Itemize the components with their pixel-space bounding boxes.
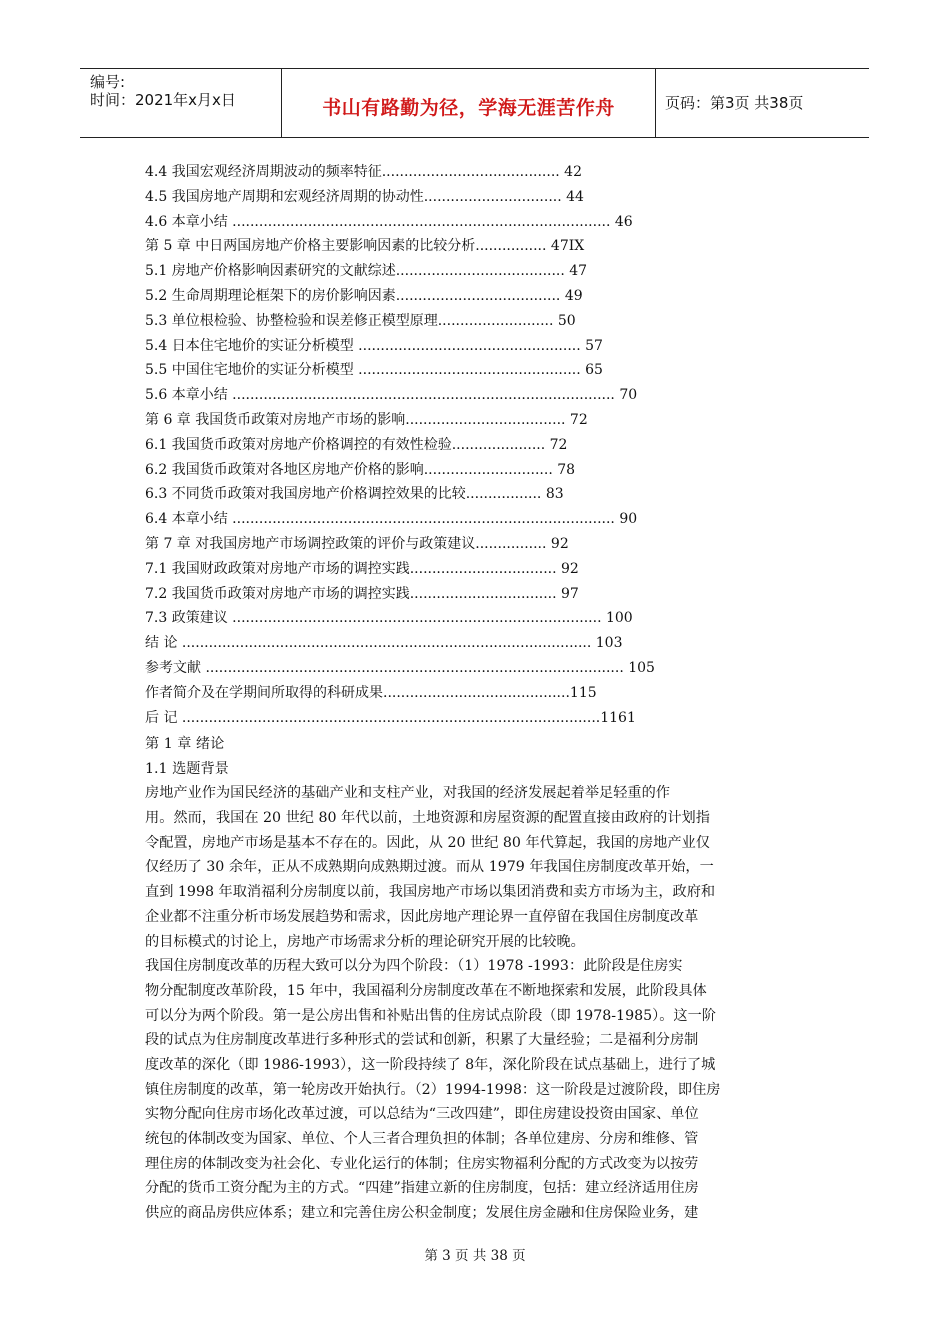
paragraph-line: 用。然而，我国在 20 世纪 80 年代以前，土地资源和房屋资源的配置直接由政府的计划指: [145, 810, 710, 827]
paragraph-line: 理住房的体制改变为社会化、专业化运行的体制；住房实物福利分配的方式改变为以按劳: [145, 1155, 699, 1172]
number-label: 编号:: [90, 73, 126, 91]
toc-entry: 第 6 章 我国货币政策对房地产市场的影响.................................... 72: [145, 411, 588, 428]
toc-entry: 结 论 ............................................................................................ 103: [145, 635, 623, 652]
toc-entry: 5.5 中国住宅地价的实证分析模型 .................................................. 65: [145, 362, 603, 379]
time-label: 时间：2021年x月x日: [90, 91, 236, 109]
toc-entry: 7.3 政策建议 ................................................................................... 100: [145, 610, 633, 627]
table-of-contents: [145, 160, 665, 730]
page-label: 页码：第3页 共38页: [665, 94, 804, 112]
toc-entry: 5.2 生命周期理论框架下的房价影响因素..................................... 49: [145, 287, 583, 304]
toc-entry: 6.3 不同货币政策对我国房地产价格调控效果的比较................. 83: [145, 486, 564, 503]
toc-entry: 7.2 我国货币政策对房地产市场的调控实践................................. 97: [145, 585, 579, 602]
toc-entry: 5.1 房地产价格影响因素研究的文献综述...................................... 47: [145, 263, 588, 280]
toc-entry: 6.4 本章小结 ...................................................................................... 90: [145, 511, 638, 528]
paragraph-line: 镇住房制度的改革，第一轮房改开始执行。（2）1994-1998：这一阶段是过渡阶段，即住房: [145, 1081, 721, 1098]
motto-text: 书山有路勤为径，学海无涯苦作舟: [322, 97, 615, 119]
paragraph-line: 物分配制度改革阶段，15 年中，我国福利分房制度改革在不断地探索和发展，此阶段具体: [145, 982, 707, 999]
toc-entry: 作者简介及在学期间所取得的科研成果..........................................115: [145, 684, 597, 701]
paragraph-line: 企业都不注重分析市场发展趋势和需求，因此房地产理论界一直停留在我国住房制度改革: [145, 908, 699, 925]
toc-entry: 第 7 章 对我国房地产市场调控政策的评价与政策建议................ 92: [145, 535, 569, 552]
toc-entry: 6.2 我国货币政策对各地区房地产价格的影响............................. 78: [145, 461, 576, 478]
toc-entry: 7.1 我国财政政策对房地产市场的调控实践................................. 92: [145, 560, 579, 577]
paragraph-line: 房地产业作为国民经济的基础产业和支柱产业，对我国的经济发展起着举足轻重的作: [145, 785, 670, 802]
toc-entry: 6.1 我国货币政策对房地产价格调控的有效性检验..................... 72: [145, 436, 568, 453]
paragraph-line: 供应的商品房供应体系；建立和完善住房公积金制度；发展住房金融和住房保险业务，建: [145, 1205, 699, 1222]
toc-entry: 4.5 我国房地产周期和宏观经济周期的协动性............................... 44: [145, 188, 584, 205]
paragraph-line: 实物分配向住房市场化改革过渡，可以总结为“三改四建”，即住房建设投资由国家、单位: [145, 1106, 699, 1123]
paragraph-line: 度改革的深化（即 1986-1993），这一阶段持续了 8年，深化阶段在试点基础上，进行了城: [145, 1056, 716, 1073]
toc-entry: 参考文献 .............................................................................................. 105: [145, 659, 655, 676]
paragraph-line: 令配置，房地产市场是基本不存在的。因此，从 20 世纪 80 年代算起，我国的房地产业仅: [145, 834, 710, 851]
header-motto-cell: [281, 69, 656, 137]
section-heading: 1.1 选题背景: [145, 760, 229, 777]
toc-entry: 5.4 日本住宅地价的实证分析模型 .................................................. 57: [145, 337, 603, 354]
page-header: [80, 68, 869, 138]
toc-entry: 后 记 ..............................................................................................1161: [145, 709, 636, 726]
toc-entry: 4.6 本章小结 ..................................................................................... 46: [145, 213, 633, 230]
paragraph-line: 段的试点为住房制度改革进行多种形式的尝试和创新，积累了大量经验；二是福利分房制: [145, 1032, 699, 1049]
paragraph-line: 我国住房制度改革的历程大致可以分为四个阶段：（1）1978 -1993：此阶段是住房实: [145, 958, 683, 975]
page-footer: 第 3 页 共 38 页: [424, 1248, 526, 1264]
paragraph-line: 的目标模式的讨论上，房地产市场需求分析的理论研究开展的比较晚。: [145, 933, 585, 950]
toc-entry: 5.6 本章小结 ...................................................................................... 70: [145, 387, 638, 404]
paragraph-line: 分配的货币工资分配为主的方式。“四建”指建立新的住房制度，包括：建立经济适用住房: [145, 1180, 699, 1197]
paragraph-line: 可以分为两个阶段。第一是公房出售和补贴出售的住房试点阶段（即 1978-1985）。这一阶: [145, 1007, 716, 1024]
toc-entry: 第 5 章 中日两国房地产价格主要影响因素的比较分析................ 47IX: [145, 238, 585, 255]
toc-entry: 5.3 单位根检验、协整检验和误差修正模型原理.......................... 50: [145, 312, 576, 329]
paragraph-line: 仅经历了 30 余年，正从不成熟期向成熟期过渡。而从 1979 年我国住房制度改革开始，一: [145, 859, 714, 876]
chapter-heading: 第 1 章 绪论: [145, 736, 225, 752]
body-text: [145, 732, 795, 1226]
paragraph-line: 统包的体制改变为国家、单位、个人三者合理负担的体制；各单位建房、分房和维修、管: [145, 1131, 699, 1147]
header-meta-cell: [80, 69, 281, 137]
paragraph-line: 直到 1998 年取消福利分房制度以前，我国房地产市场以集团消费和卖方市场为主，政府和: [145, 884, 716, 901]
toc-entry: 4.4 我国宏观经济周期波动的频率特征........................................ 42: [145, 164, 582, 180]
header-page-cell: [655, 69, 869, 137]
